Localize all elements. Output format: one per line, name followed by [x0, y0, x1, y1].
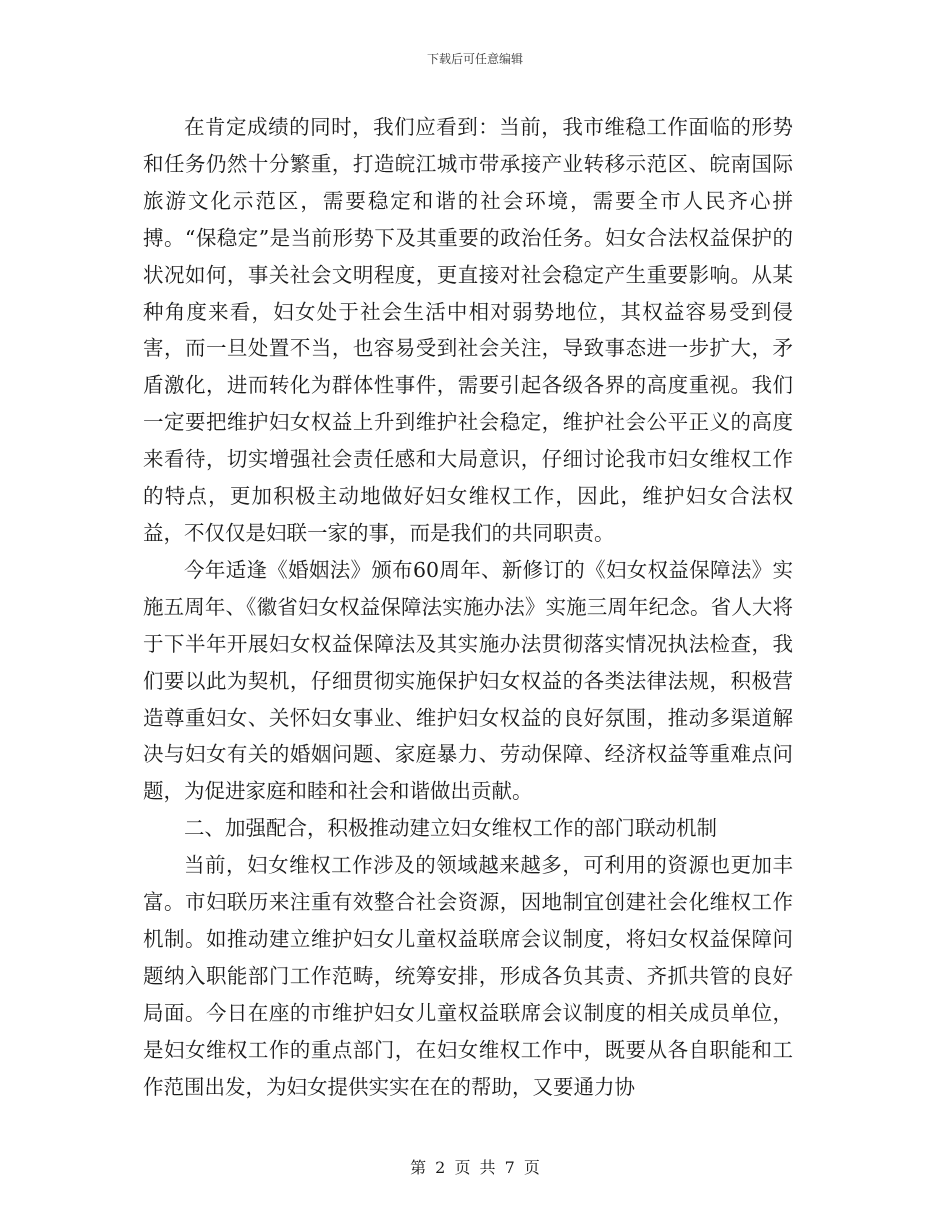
body-paragraph: 当前，妇女维权工作涉及的领域越来越多，可利用的资源也更加丰富。市妇联历来注重有效整合社会资源，因地制宜创建社会化维权工作机制。如推动建立维护妇女儿童权益联席会议制度，将妇女权益保障问题纳入职能部门工作范畴，统筹安排，形成各负其责、齐抓共管的良好局面。今日在座的市维护妇女儿童权益联席会议制度的相关成员单位，是妇女维权工作的重点部门，在妇女维权工作中，既要从各自职能和工作范围出发，为妇女提供实实在在的帮助，又要通力协: [143, 853, 793, 1099]
body-paragraph: 在肯定成绩的同时，我们应看到：当前，我市维稳工作面临的形势和任务仍然十分繁重，打造皖江城市带承接产业转移示范区、皖南国际旅游文化示范区，需要稳定和谐的社会环境，需要全市人民齐心拼搏。“保稳定”是当前形势下及其重要的政治任务。妇女合法权益保护的状况如何，事关社会文明程度，更直接对社会稳定产生重要影响。从某种角度来看，妇女处于社会生活中相对弱势地位，其权益容易受到侵害，而一旦处置不当，也容易受到社会关注，导致事态进一步扩大，矛盾激化，进而转化为群体性事件，需要引起各级各界的高度重视。我们一定要把维护妇女权益上升到维护社会稳定，维护社会公平正义的高度来看待，切实增强社会责任感和大局意识，仔细讨论我市妇女维权工作的特点，更加积极主动地做好妇女维权工作，因此，维护妇女合法权益，不仅仅是妇联一家的事，而是我们的共同职责。: [143, 115, 793, 545]
section-heading: 二、加强配合，积极推动建立妇女维权工作的部门联动机制: [184, 816, 717, 841]
body-paragraph: 今年适逢《婚姻法》颁布60周年、新修订的《妇女权益保障法》实施五周年、《徽省妇女权益保障法实施办法》实施三周年纪念。省人大将于下半年开展妇女权益保障法及其实施办法贯彻落实情况执法检查，我们要以此为契机，仔细贯彻实施保护妇女权益的各类法律法规，积极营造尊重妇女、关怀妇女事业、维护妇女权益的良好氛围，推动多渠道解决与妇女有关的婚姻问题、家庭暴力、劳动保障、经济权益等重难点问题，为促进家庭和睦和社会和谐做出贡献。: [143, 557, 793, 804]
page-number-footer: 第 2 页 共 7 页: [410, 1158, 540, 1177]
document-body: [143, 109, 793, 1105]
page-header: 下载后可任意编辑: [426, 52, 523, 66]
